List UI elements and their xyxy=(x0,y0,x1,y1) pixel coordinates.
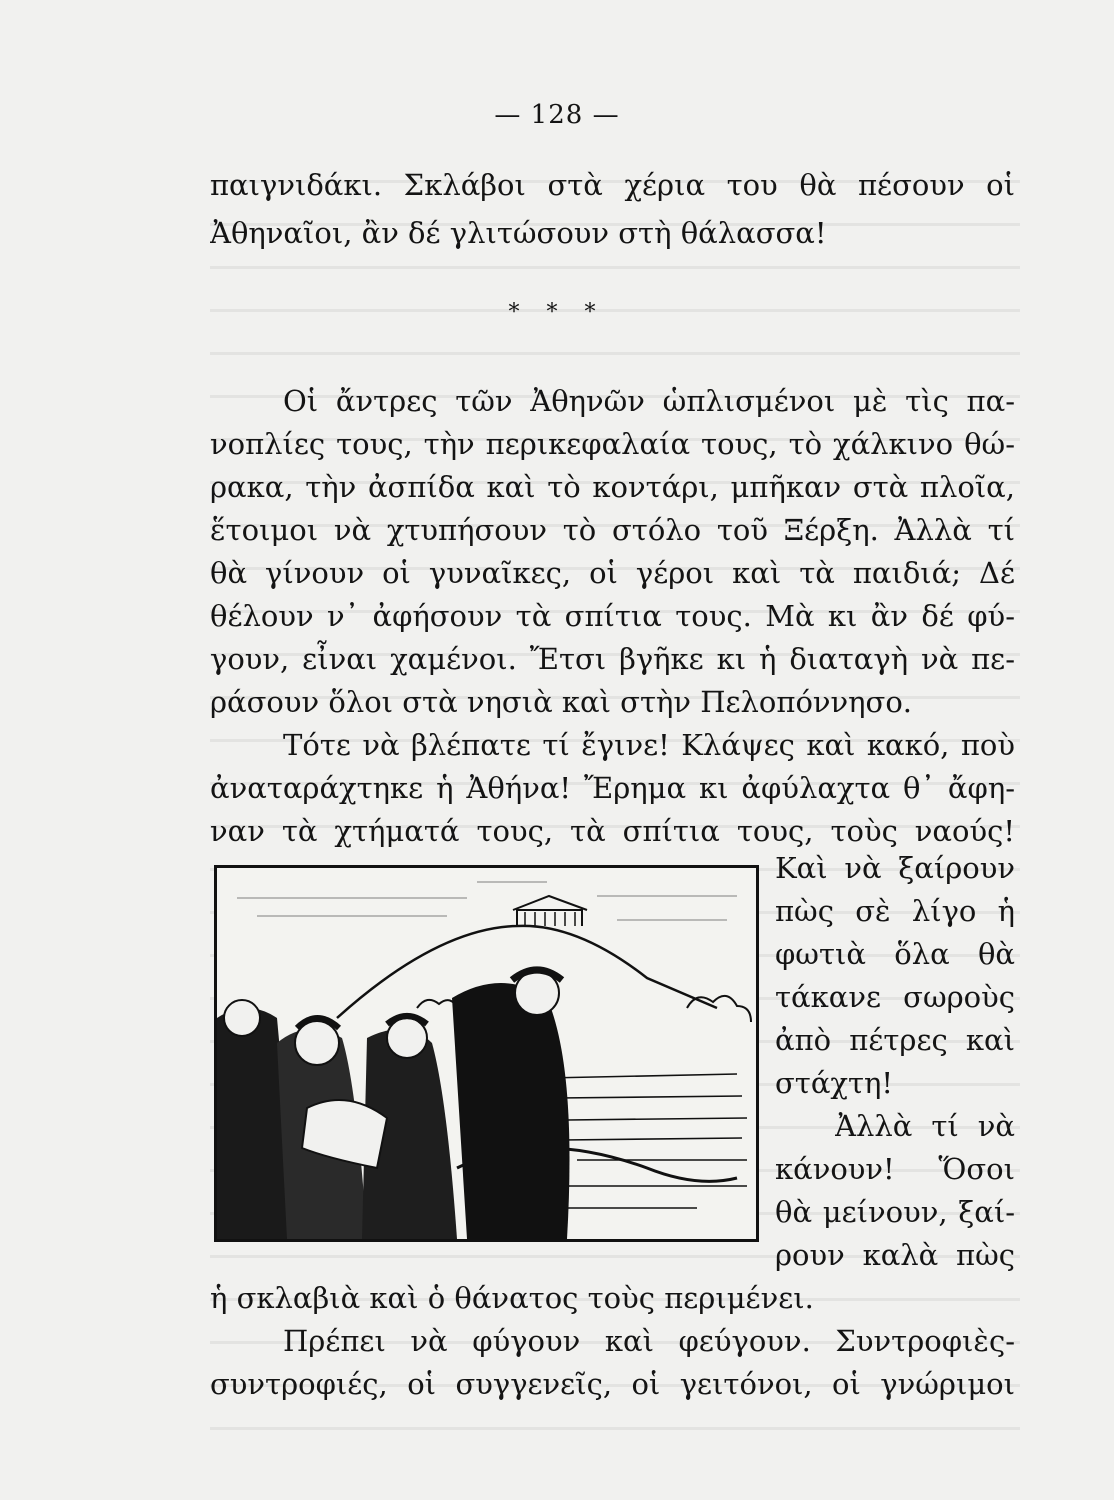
text-line: ναν τὰ χτήματά τους, τὰ σπίτια τους, τοὺς ναούς! xyxy=(210,814,1015,848)
paragraph-first-line: Πρέπει νὰ φύγουν καὶ φεύγουν. Συντροφιὲς- xyxy=(283,1324,1015,1358)
side-text-line: κάνουν! Ὅσοι xyxy=(775,1152,1015,1186)
side-text-line: πὼς σὲ λίγο ἡ xyxy=(775,894,1015,928)
text-line: νοπλίες τους, τὴν περικεφαλαία τους, τὸ χάλκινο θώ- xyxy=(210,427,1015,461)
text-line: θὰ γίνουν οἱ γυναῖκες, οἱ γέροι καὶ τὰ παιδιά; Δέ xyxy=(210,556,1015,590)
text-line: γουν, εἶναι χαμένοι. Ἔτσι βγῆκε κι ἡ διαταγὴ νὰ πε- xyxy=(210,642,1015,676)
text-line: ἕτοιμοι νὰ χτυπήσουν τὸ στόλο τοῦ Ξέρξη. Ἀλλὰ τί xyxy=(210,513,1015,547)
side-text-line: ρουν καλὰ πὼς xyxy=(775,1238,1015,1272)
side-text-line: Ἀλλὰ τί νὰ xyxy=(835,1109,1015,1143)
text-line: ἡ σκλαβιὰ καὶ ὁ θάνατος τοὺς περιμένει. xyxy=(210,1281,814,1315)
paragraph-first-line: Τότε νὰ βλέπατε τί ἔγινε! Κλάψες καὶ κακό, ποὺ xyxy=(283,728,1015,762)
side-text-line: φωτιὰ ὅλα θὰ xyxy=(775,937,1015,971)
text-line: Ἀθηναῖοι, ἂν δέ γλιτώσουν στὴ θάλασσα! xyxy=(210,216,827,250)
text-line: συντροφιές, οἱ συγγενεῖς, οἱ γειτόνοι, οἱ γνώριμοι xyxy=(210,1367,1015,1401)
text-line: ρακα, τὴν ἀσπίδα καὶ τὸ κοντάρι, μπῆκαν στὰ πλοῖα, xyxy=(210,470,1015,504)
page-number: — 128 — xyxy=(494,100,620,130)
text-line: ἀναταράχτηκε ἡ Ἀθήνα! Ἔρημα κι ἀφύλαχτα θ᾽ ἄφη- xyxy=(210,771,1015,805)
side-text-line: τάκανε σωροὺς xyxy=(775,980,1015,1014)
text-line: ράσουν ὅλοι στὰ νησιὰ καὶ στὴν Πελοπόννησο. xyxy=(210,685,913,719)
fleeing-women xyxy=(217,970,570,1239)
woodcut-illustration xyxy=(214,865,759,1242)
section-separator: * * * xyxy=(508,300,606,325)
paragraph-first-line: Οἱ ἄντρες τῶν Ἀθηνῶν ὡπλισμένοι μὲ τὶς πα- xyxy=(283,384,1015,418)
side-text-line: στάχτη! xyxy=(775,1066,894,1100)
side-text-line: Καὶ νὰ ξαίρουν xyxy=(775,851,1015,885)
text-line: θέλουν ν᾽ ἀφήσουν τὰ σπίτια τους. Μὰ κι ἂν δέ φύ- xyxy=(210,599,1015,633)
side-text-line: θὰ μείνουν, ξαί- xyxy=(775,1195,1015,1229)
sky-hatching xyxy=(237,882,737,920)
text-line: παιγνιδάκι. Σκλάβοι στὰ χέρια του θὰ πέσουν οἱ xyxy=(210,168,1015,202)
side-text-line: ἀπὸ πέτρες καὶ xyxy=(775,1023,1015,1057)
